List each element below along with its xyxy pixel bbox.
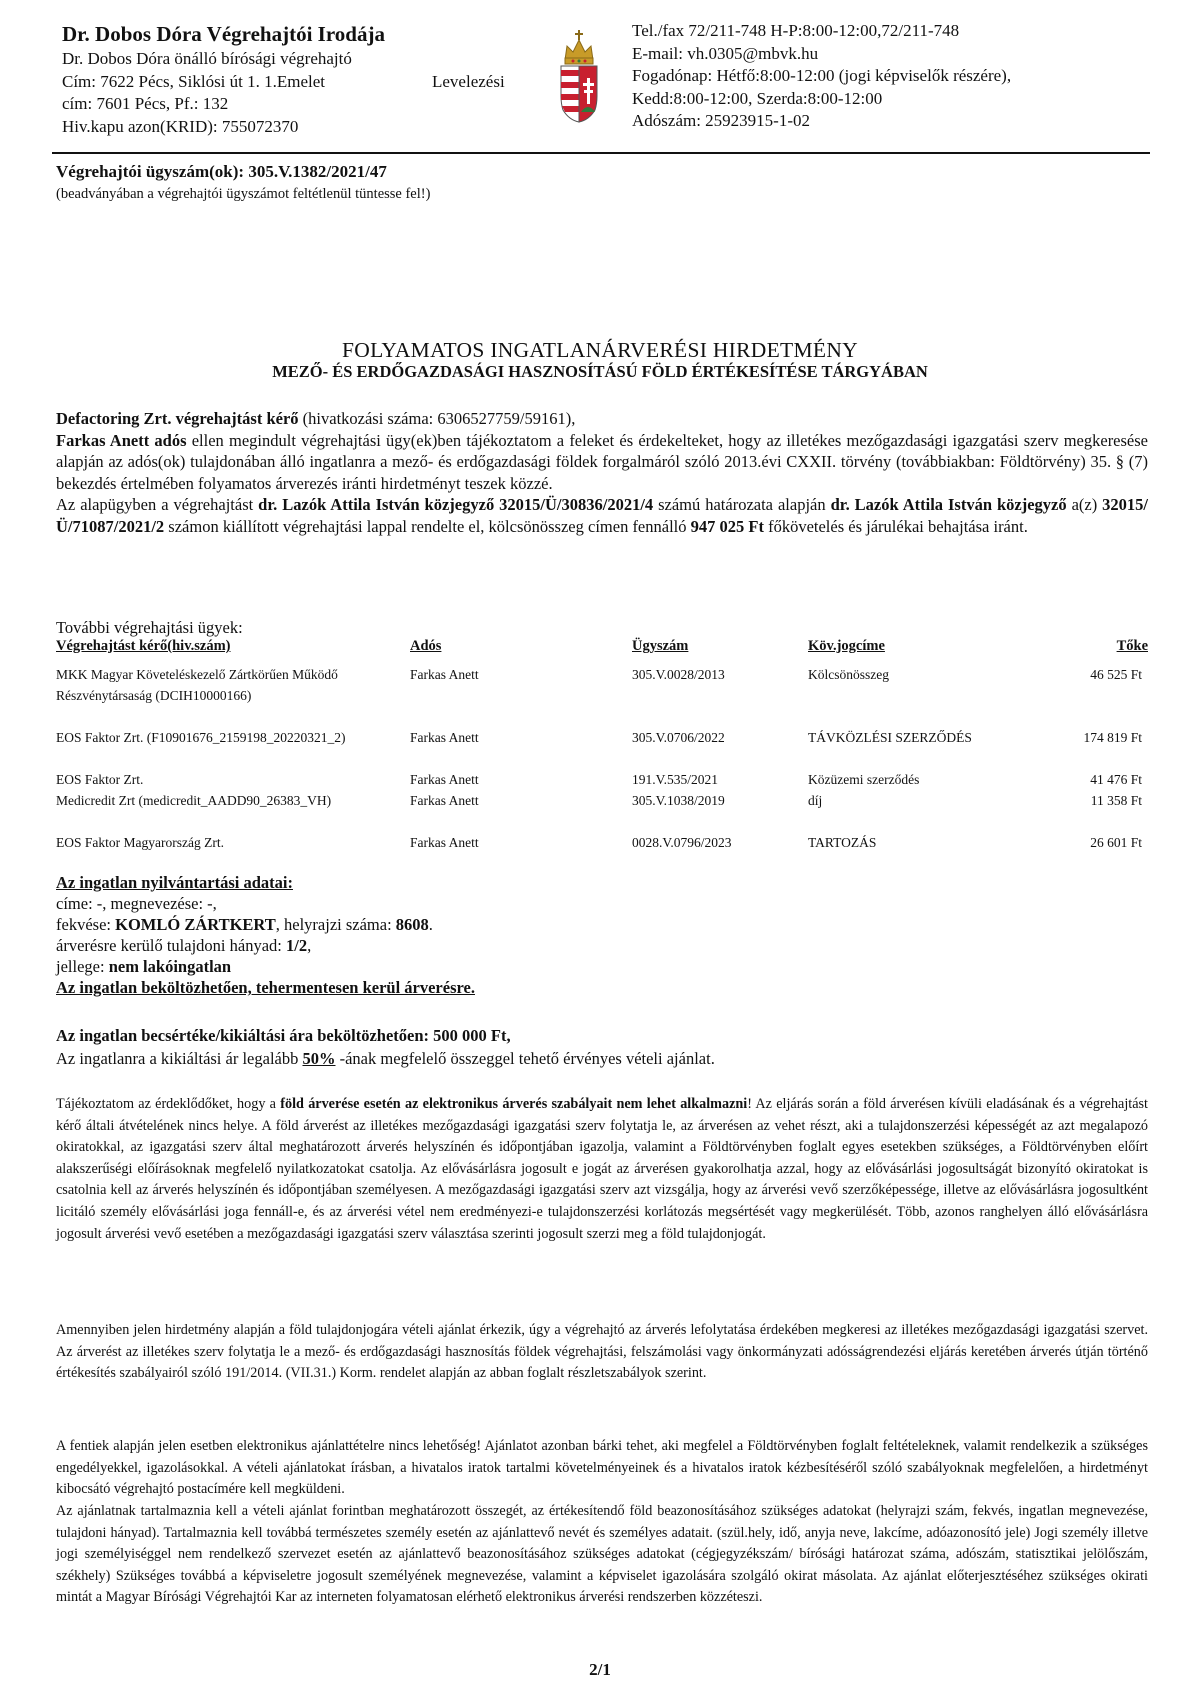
property-share-line [56, 935, 756, 956]
plot-number: 8608 [395, 915, 429, 934]
location-value: KOMLÓ ZÁRTKERT [115, 915, 276, 934]
body-paragraph-2: Amennyiben jelen hirdetmény alapján a föld tulajdonjogára vételi ajánlat érkezik, úgy a végrehajtó az árverés lefolytatása érdekében megkeresi az illetékes mezőgazdasági igazgatási szervet. Az árverést az illetékes szerv folytatja le a mező- és erdőgazdasági hasznosítás földek végrehajtási, felszámolási vagy önkormányzati adósságrendezési eljárás keretében árverés útján történő értékesítés szabályairól szóló 191/2014. (VII.31.) Korm. rendelet alapján az abban foglalt részletszabályok szerint. [56, 1322, 1148, 1382]
body-p1-text-a: Tájékoztatom az érdeklődőket, hogy a [56, 1096, 281, 1112]
table-row-case-number: 305.V.1038/2019 [632, 793, 725, 808]
hungarian-coat-of-arms-icon [557, 22, 601, 134]
location-label: fekvése: [56, 915, 116, 934]
property-heading: Az ingatlan nyilvántartási adatai: [56, 873, 293, 892]
header-divider [52, 152, 1150, 154]
postal-address: cím: 7601 Pécs, Pf.: 132 [62, 94, 229, 113]
email: E-mail: vh.0305@mbvk.hu [632, 43, 819, 63]
table-row-claim-type: Kölcsönösszeg [808, 667, 889, 682]
intro-section [56, 408, 1148, 537]
debtor-paragraph [56, 430, 1148, 495]
office-address: Cím: 7622 Pécs, Siklósi út 1. 1.Emelet [62, 71, 326, 91]
principal-amount: 947 025 Ft [690, 516, 764, 536]
minimum-offer-line [56, 1049, 715, 1069]
further-cases-label: További végrehajtási ügyek: [56, 618, 243, 637]
basis-paragraph [56, 494, 1148, 537]
body-p1-emphasis: föld árverése esetén az elektronikus árverés szabályait nem lehet alkalmazni [280, 1096, 748, 1112]
property-character-line [56, 956, 756, 977]
table-row-claim-type: díj [808, 793, 823, 808]
table-row-case-number: 0028.V.0796/2023 [632, 835, 732, 850]
phone-fax: Tel./fax 72/211-748 H-P:8:00-12:00,72/211-748 [632, 21, 960, 40]
case-number-note: (beadványában a végrehajtói ügyszámot feltétlenül tüntesse fel!) [56, 186, 431, 202]
property-name-line: címe: -, megnevezése: -, [56, 894, 217, 913]
basis-text-a: Az alapügyben a végrehajtást [56, 495, 259, 514]
table-row-claim-type: TARTOZÁS [808, 835, 877, 850]
case-number: Végrehajtói ügyszám(ok): 305.V.1382/2021/47 [56, 162, 387, 181]
col-header-principal: Tőke [1116, 638, 1148, 654]
col-header-case-number: Ügyszám [632, 638, 689, 654]
property-valuation: Az ingatlan becsértéke/kikiáltási ára beköltözhetően: 500 000 Ft, [56, 1026, 511, 1045]
creditor-name: Defactoring Zrt. végrehajtást kérő [56, 409, 299, 428]
table-row-case-number: 191.V.535/2021 [632, 772, 719, 787]
notary-decision: dr. Lazók Attila István közjegyző 32015/Ü/30836/2021/4 [258, 495, 654, 514]
table-row-creditor: EOS Faktor Magyarország Zrt. [56, 835, 224, 850]
document-subtitle: MEZŐ- ÉS ERDŐGAZDASÁGI HASZNOSÍTÁSÚ FÖLD ÉRTÉKESÍTÉSE TÁRGYÁBAN [272, 362, 928, 381]
page-number: 2/1 [589, 1660, 611, 1679]
basis-text-g: számon kiállított végrehajtási lappal rendelte el, kölcsönösszeg címen fennálló [164, 516, 691, 536]
notary-name: dr. Lazók Attila István közjegyző [830, 495, 1067, 514]
document-title: FOLYAMATOS INGATLANÁRVERÉSI HIRDETMÉNY [342, 338, 858, 362]
enforcement-sheet-number: 32015/Ü/71087/2021/2 [56, 495, 1149, 536]
share-value: 1/2 [286, 936, 308, 955]
offer-text-b: -ának megfelelő összeggel tehető érvényes vételi ajánlat. [335, 1049, 715, 1068]
table-row-principal: 26 601 Ft [1090, 835, 1142, 850]
body-paragraph-3: A fentiek alapján jelen esetben elektronikus ajánlattételre nincs lehetőség! Ajánlatot azonban bárki tehet, aki megfelel a Földtörvényben foglalt feltételeknek, valamit rendelkezik a szükséges engedélyekkel, igazolásokkal. A vételi ajánlatokat írásban, a hivatalos iratok tartalmi követelményeinek és a hivatalos iratok kézbesítéséről szóló szabályoknak megfelelően, a hirdetményt kibocsátó végrehajtó postacímére kell megküldeni. [56, 1438, 1148, 1498]
table-row-creditor: EOS Faktor Zrt. [56, 772, 144, 787]
character-label: jellege: [56, 957, 109, 976]
table-row-principal: 174 819 Ft [1083, 730, 1142, 745]
col-header-debtor: Adós [410, 638, 442, 654]
table-row-debtor: Farkas Anett [410, 667, 479, 682]
property-data [56, 872, 756, 998]
office-name: Dr. Dobos Dóra Végrehajtói Irodája [62, 22, 385, 46]
postal-label: Levelezési [432, 72, 505, 91]
contact-info [632, 20, 1152, 133]
col-header-claim-type: Köv.jogcíme [808, 638, 885, 654]
table-row-claim-type: Közüzemi szerződés [808, 772, 920, 787]
office-hours-line-1: Fogadónap: Hétfő:8:00-12:00 (jogi képviselők részére), [632, 66, 1012, 85]
table-row-claim-type: TÁVKÖZLÉSI SZERZŐDÉS [808, 730, 972, 745]
table-row-creditor: MKK Magyar Követeléskezelő Zártkörűen Működő Részvénytársaság (DCIH10000166) [56, 667, 338, 703]
character-value: nem lakóingatlan [108, 957, 232, 976]
body-p1-text-b: ! Az eljárás során a föld árverésen kívüli eladásának és a végrehajtást kérő általi átvételének nincs helye. A föld árverést az illetékes mezőgazdasági igazgatási szerv folytatja le, az árverésen az vehet részt, aki a tulajdonszerzési képességét az azt megalapozó okiratokkal, az igazgatási szerv által meghatározott árverés helyszínén és időpontjában igazolja, valamint a Földtörvényben foglalt egyes esetekben szükséges, a Földtörvényben előírt alakszerűségi előírásoknak megfelelő nyilatkozatokat csatolja. Az elővásárlásra jogosult e jogát az árverésen gyakorolhatja azzal, hogy az elővásárlási jogosultságát bizonyító okiratokat is csatolnia kell az árverés helyszínén és időpontjában személyesen. A mezőgazdasági igazgatási szerv azt vizsgálja, hogy az árverési vevő szerzőképessége, illetve az elővásárlásra jogosultként licitáló személy elővásárlási joga fennáll-e, és az árverési vétel nem eredményezi-e tulajdonszerzési korlátozás megsértését vagy megkerülését. Több, azonos ranghelyen álló elővásárlásra jogosult árverési vevő esetében a mezőgazdasági igazgatási szerv választása szerinti jogosult szerzi meg a föld tulajdonjogát. [56, 1096, 1148, 1242]
body-paragraph-1 [56, 1094, 1148, 1245]
basis-text-e: a(z) [1066, 495, 1103, 514]
table-row-debtor: Farkas Anett [410, 793, 479, 808]
table-row-case-number: 305.V.0028/2013 [632, 667, 725, 682]
creditor-line [56, 408, 1148, 430]
krid: Hiv.kapu azon(KRID): 755072370 [62, 116, 299, 136]
debtor-name: Farkas Anett adós [56, 430, 187, 450]
basis-text-c: számú határozata alapján [653, 495, 831, 514]
property-location-line [56, 914, 756, 935]
table-row-creditor: EOS Faktor Zrt. (F10901676_2159198_20220321_2) [56, 730, 346, 745]
officer-name: Dr. Dobos Dóra önálló bírósági végrehajtó [62, 49, 352, 68]
table-row-principal: 41 476 Ft [1090, 772, 1142, 787]
offer-text-a: Az ingatlanra a kikiáltási ár legalább [56, 1049, 303, 1068]
plot-end: . [428, 915, 433, 934]
share-end: , [307, 936, 312, 955]
property-status: Az ingatlan beköltözhetően, tehermentesen kerül árverésre. [56, 978, 475, 997]
basis-text-i: főkövetelés és járulékai behajtása iránt. [763, 516, 1028, 536]
table-row-case-number: 305.V.0706/2022 [632, 730, 725, 745]
plot-label: , helyrajzi száma: [275, 915, 396, 934]
table-row-principal: 11 358 Ft [1090, 793, 1142, 808]
share-label: árverésre kerülő tulajdoni hányad: [56, 936, 286, 955]
tax-number: Adószám: 25923915-1-02 [632, 111, 811, 130]
table-row-principal: 46 525 Ft [1090, 667, 1142, 682]
body-paragraph-4: Az ajánlatnak tartalmaznia kell a vételi ajánlat forintban meghatározott összegét, az értékesítendő föld beazonosításához szükséges adatokat (helyrajzi szám, fekvés, ingatlan megnevezése, tulajdoni hányad). Tartalmaznia kell továbbá természetes személy esetén az ajánlattevő nevét és személyes adatait. (szül.hely, idő, anyja neve, lakcíme, adóazonosító jele) Jogi személy illetve jogi személyiséggel nem rendelkező szervezet esetén az ajánlattevő beazonosításához szükséges adatokat (cégjegyzékszám/ bírósági határozat száma, adószám, statisztikai jelölőszám, székhely) Szükséges továbbá a képviseletre jogosult személyének megnevezése, valamint a képviselet igazolására szolgáló okirat másolata. Az ajánlat előterjesztéséhez szükséges okirati mintát a Magyar Bírósági Végrehajtói Kar az interneten folyamatosan elérhető elektronikus árverési rendszerben közzéteszi. [56, 1503, 1148, 1606]
offer-percentage: 50% [302, 1049, 336, 1068]
table-row-debtor: Farkas Anett [410, 835, 479, 850]
table-row-creditor: Medicredit Zrt (medicredit_AADD90_26383_VH) [56, 793, 332, 808]
col-header-creditor: Végrehajtást kérő(hiv.szám) [56, 638, 231, 654]
table-row-debtor: Farkas Anett [410, 730, 479, 745]
office-hours-line-2: Kedd:8:00-12:00, Szerda:8:00-12:00 [632, 88, 883, 108]
table-row-debtor: Farkas Anett [410, 772, 479, 787]
debtor-paragraph-text: ellen megindult végrehajtási ügy(ek)ben tájékoztatom a feleket és érdekelteket, hogy az illetékes mezőgazdasági igazgatási szerv megkeresése alapján az adós(ok) tulajdonában álló ingatlanra a mező- és erdőgazdasági földek forgalmáról szóló 2013.évi CXXII. törvény (továbbiakban: Földtörvény) 35. § (7) bekezdés értelmében folyamatos árverezés iránti hirdetményt teszek közzé. [56, 430, 1148, 493]
creditor-reference: (hivatkozási száma: 6306527759/59161), [298, 409, 576, 428]
